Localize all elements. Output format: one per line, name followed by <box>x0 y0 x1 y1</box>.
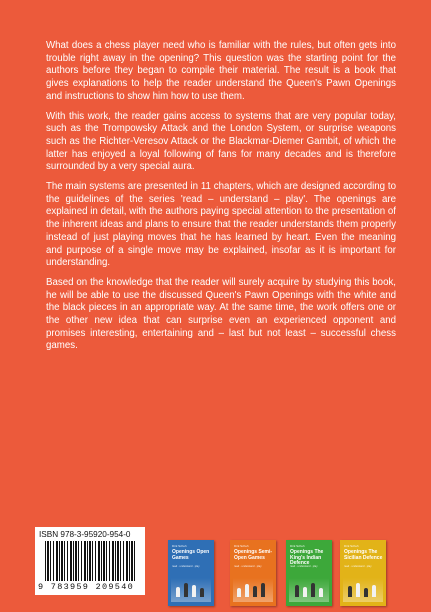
isbn-barcode-box <box>35 527 145 595</box>
book-title: Openings Open Games <box>172 549 210 561</box>
chess-pieces-image <box>343 578 383 602</box>
back-cover-text <box>46 40 396 360</box>
book-subtitle: read · understand · play <box>344 565 372 568</box>
paragraph-2: With this work, the reader gains access to systems that are very popular today, such as the Trompowsky Attack and the London System, or surprise weapons such as the Richter-Veresov Attack or the Blackmar-Diemer Gambit, of which the latter has enjoyed a loyal following of fans for many decades and is therefore surrounded by a very special aura. <box>46 110 396 173</box>
book-author: Dirk Schuh <box>234 544 249 548</box>
chess-pieces-image <box>289 578 329 602</box>
isbn-label: ISBN 978-3-95920-954-0 <box>39 530 131 539</box>
series-book-cover-3 <box>286 540 332 606</box>
book-author: Dirk Schuh <box>290 544 305 548</box>
book-author: Dirk Schuh <box>344 544 359 548</box>
book-author: Dirk Schuh <box>172 544 187 548</box>
barcode-digits: 9 783959 209540 <box>38 582 135 592</box>
book-subtitle: read · understand · play <box>234 565 262 568</box>
paragraph-4: Based on the knowledge that the reader will surely acquire by studying this book, he will be able to use the discussed Queen's Pawn Openings with the white and the black pieces in an appropriate way. At the same time, the work offers one or the other new idea that can surprise even an experienced opponent and promises interesting, entertaining and – last but not least – successful chess games. <box>46 276 396 352</box>
barcode-image <box>45 541 137 581</box>
book-title: Openings Semi-Open Games <box>234 549 273 561</box>
book-subtitle: read · understand · play <box>290 565 318 568</box>
series-book-cover-2 <box>230 540 276 606</box>
series-book-cover-1 <box>168 540 214 606</box>
book-title: Openings The King's Indian Defence <box>290 549 324 567</box>
paragraph-3: The main systems are presented in 11 chapters, which are designed according to the guidelines of the series 'read – understand – play'. The openings are explained in detail, with the authors paying special attention to the presentation of the inherent ideas and plans to ensure that the reader understands them properly instead of just playing moves that he has learned by heart. Even the meaning and purpose of a single move may be explained, insofar as it is important for understanding. <box>46 181 396 269</box>
book-title: Openings The Sicilian Defence <box>344 549 383 561</box>
chess-pieces-image <box>171 578 211 602</box>
book-subtitle: read · understand · play <box>172 565 200 568</box>
chess-pieces-image <box>233 578 273 602</box>
paragraph-1: What does a chess player need who is familiar with the rules, but often gets into trouble right away in the opening? This question was the starting point for the authors before they began to compile their material. The result is a book that gives explanations to help the reader understand the Queen's Pawn Openings and instructions to show him how to use them. <box>46 40 396 102</box>
series-book-cover-4 <box>340 540 386 606</box>
